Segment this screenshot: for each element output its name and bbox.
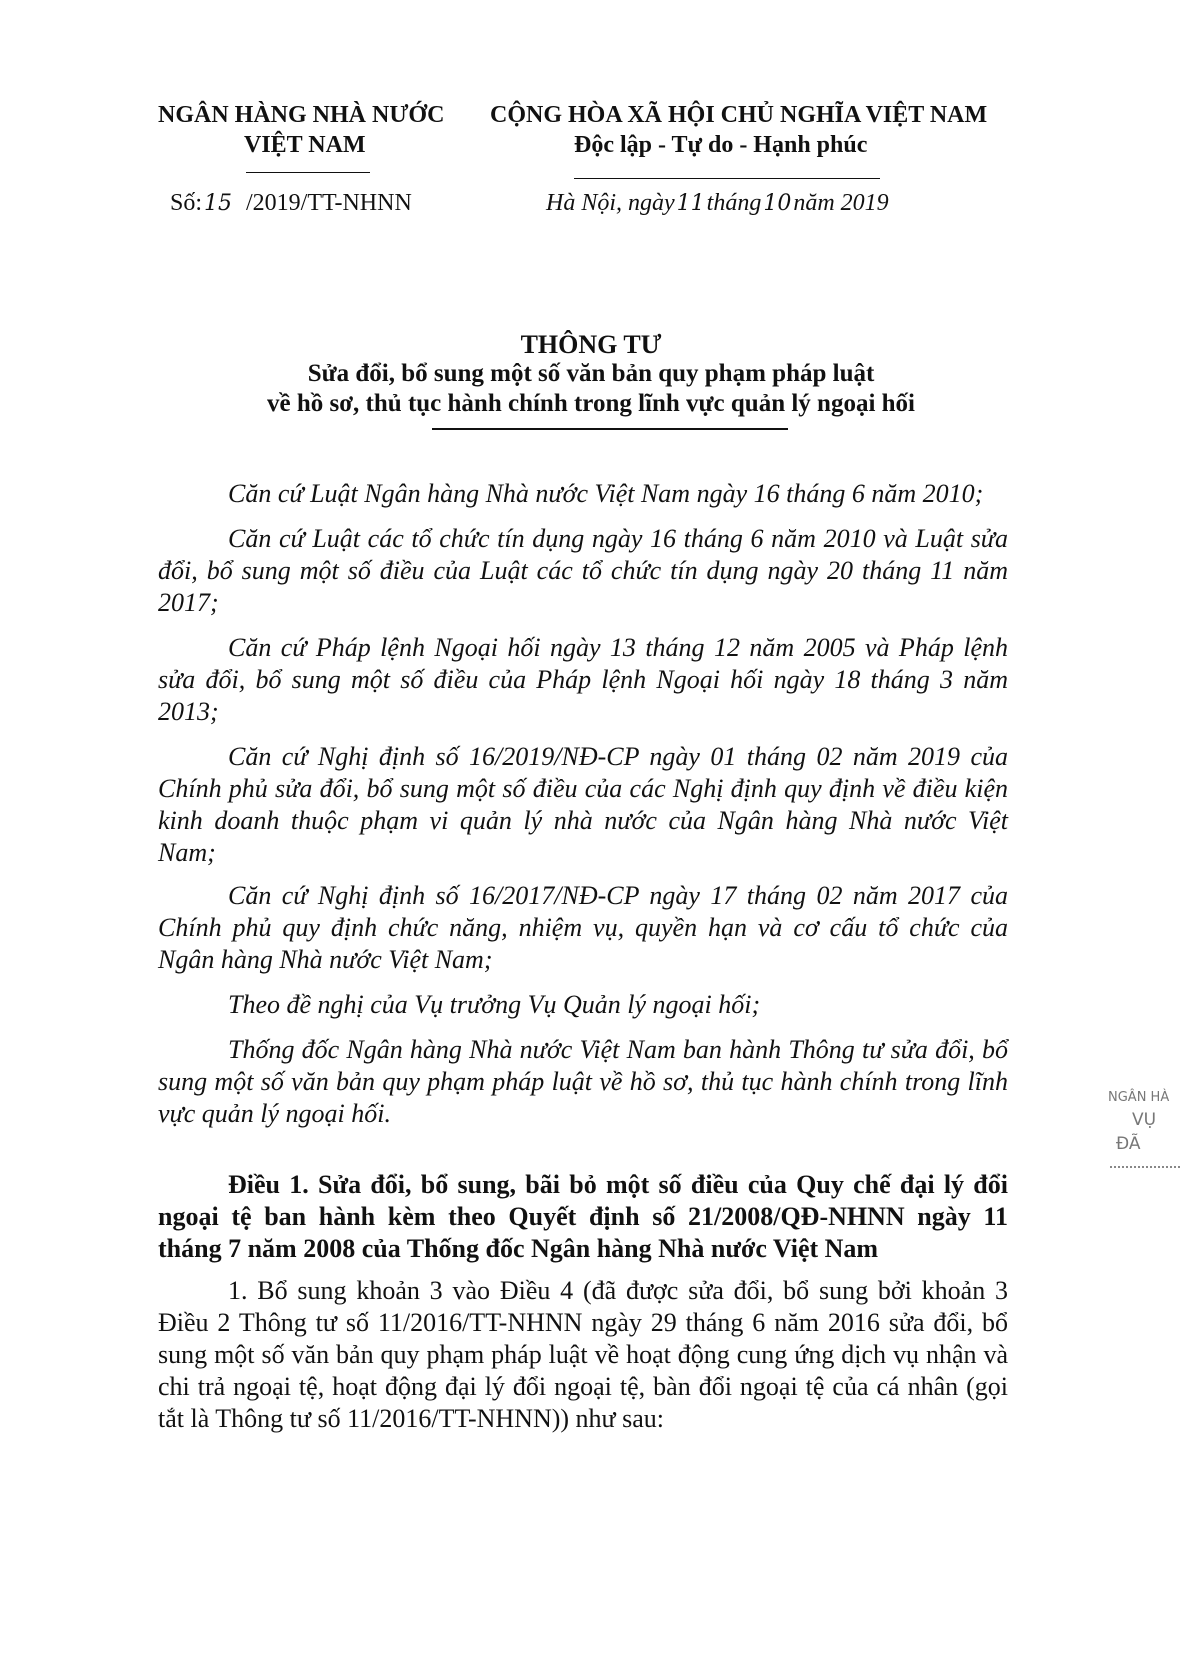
preamble-3: 2013; — [158, 697, 219, 726]
document-number — [170, 190, 412, 217]
preamble-4: Nam; — [158, 838, 216, 867]
number-suffix: /2019/TT-NHNN — [246, 190, 412, 216]
clause-1: chi trả ngoại tệ, hoạt động đại lý đổi ngoại tệ, bàn đổi ngoại tệ của cá nhân (gọi — [158, 1372, 1008, 1401]
handwritten-month: 10 — [763, 191, 792, 216]
preamble-5: Căn cứ Nghị định số 16/2017/NĐ-CP ngày 17 tháng 02 năm 2017 của — [228, 881, 1008, 910]
stamp-line2: VỤ — [1132, 1110, 1157, 1130]
partial-stamp — [1102, 1090, 1182, 1180]
article-1-heading: Điều 1. Sửa đổi, bổ sung, bãi bỏ một số điều của Quy chế đại lý đổi — [228, 1170, 1008, 1199]
clause-1: 1. Bổ sung khoản 3 vào Điều 4 (đã được sửa đổi, bổ sung bởi khoản 3 — [228, 1276, 1008, 1305]
stamp-dots — [1110, 1166, 1180, 1168]
motto-underline — [574, 178, 880, 179]
title-underline — [432, 428, 788, 430]
national-title: CỘNG HÒA XÃ HỘI CHỦ NGHĨA VIỆT NAM — [490, 102, 988, 128]
preamble-6: Theo đề nghị của Vụ trưởng Vụ Quản lý ngoại hối; — [228, 990, 761, 1019]
preamble-4: Chính phủ sửa đổi, bổ sung một số điều của các Nghị định quy định về điều kiện — [158, 774, 1008, 803]
document-subtitle-line2: về hồ sơ, thủ tục hành chính trong lĩnh vực quản lý ngoại hối — [266, 390, 916, 417]
clause-1: tắt là Thông tư số 11/2016/TT-NHNN)) như sau: — [158, 1404, 665, 1433]
preamble-7: Thống đốc Ngân hàng Nhà nước Việt Nam ban hành Thông tư sửa đổi, bổ — [228, 1035, 1008, 1064]
article-1-heading: ngoại tệ ban hành kèm theo Quyết định số 21/2008/QĐ-NHNN ngày 11 — [158, 1202, 1008, 1231]
preamble-4: kinh doanh thuộc phạm vi quản lý nhà nước của Ngân hàng Nhà nước Việt — [158, 806, 1008, 835]
preamble-5: Chính phủ quy định chức năng, nhiệm vụ, quyền hạn và cơ cấu tổ chức của — [158, 913, 1008, 942]
date-year: năm 2019 — [793, 190, 889, 216]
preamble-2: đổi, bổ sung một số điều của Luật các tổ chức tín dụng ngày 20 tháng 11 năm — [158, 556, 1008, 585]
preamble-1: Căn cứ Luật Ngân hàng Nhà nước Việt Nam ngày 16 tháng 6 năm 2010; — [228, 479, 984, 508]
stamp-line1: NGÂN HÀ — [1108, 1090, 1170, 1105]
clause-1: Điều 2 Thông tư số 11/2016/TT-NHNN ngày 29 tháng 6 năm 2016 sửa đổi, bổ — [158, 1308, 1008, 1337]
preamble-2: 2017; — [158, 588, 219, 617]
handwritten-number: 15 — [204, 191, 233, 216]
issuer-name-line2: VIỆT NAM — [244, 132, 366, 158]
handwritten-day: 11 — [676, 191, 705, 216]
issuer-name-line1: NGÂN HÀNG NHÀ NƯỚC — [158, 102, 445, 128]
document-type: THÔNG TƯ — [520, 330, 662, 359]
national-motto: Độc lập - Tự do - Hạnh phúc — [574, 132, 868, 158]
date-place: Hà Nội, ngày — [546, 190, 675, 216]
number-prefix: Số: — [170, 190, 203, 216]
date-month-label: tháng — [706, 190, 762, 216]
preamble-7: vực quản lý ngoại hối. — [158, 1099, 391, 1128]
preamble-3: Căn cứ Pháp lệnh Ngoại hối ngày 13 tháng 12 năm 2005 và Pháp lệnh — [228, 633, 1008, 662]
document-subtitle-line1: Sửa đổi, bổ sung một số văn bản quy phạm pháp luật — [307, 360, 875, 387]
preamble-7: sung một số văn bản quy phạm pháp luật về hồ sơ, thủ tục hành chính trong lĩnh — [158, 1067, 1008, 1096]
preamble-5: Ngân hàng Nhà nước Việt Nam; — [158, 945, 493, 974]
issue-date — [546, 190, 889, 217]
article-1-heading: tháng 7 năm 2008 của Thống đốc Ngân hàng Nhà nước Việt Nam — [158, 1234, 879, 1263]
preamble-2: Căn cứ Luật các tổ chức tín dụng ngày 16 tháng 6 năm 2010 và Luật sửa — [228, 524, 1008, 553]
clause-1: sung một số văn bản quy phạm pháp luật về hoạt động cung ứng dịch vụ nhận và — [158, 1340, 1008, 1369]
issuer-underline — [246, 172, 370, 173]
preamble-3: sửa đổi, bổ sung một số điều của Pháp lệnh Ngoại hối ngày 18 tháng 3 năm — [158, 665, 1008, 694]
stamp-line3: ĐÃ — [1116, 1134, 1141, 1154]
preamble-4: Căn cứ Nghị định số 16/2019/NĐ-CP ngày 01 tháng 02 năm 2019 của — [228, 742, 1008, 771]
